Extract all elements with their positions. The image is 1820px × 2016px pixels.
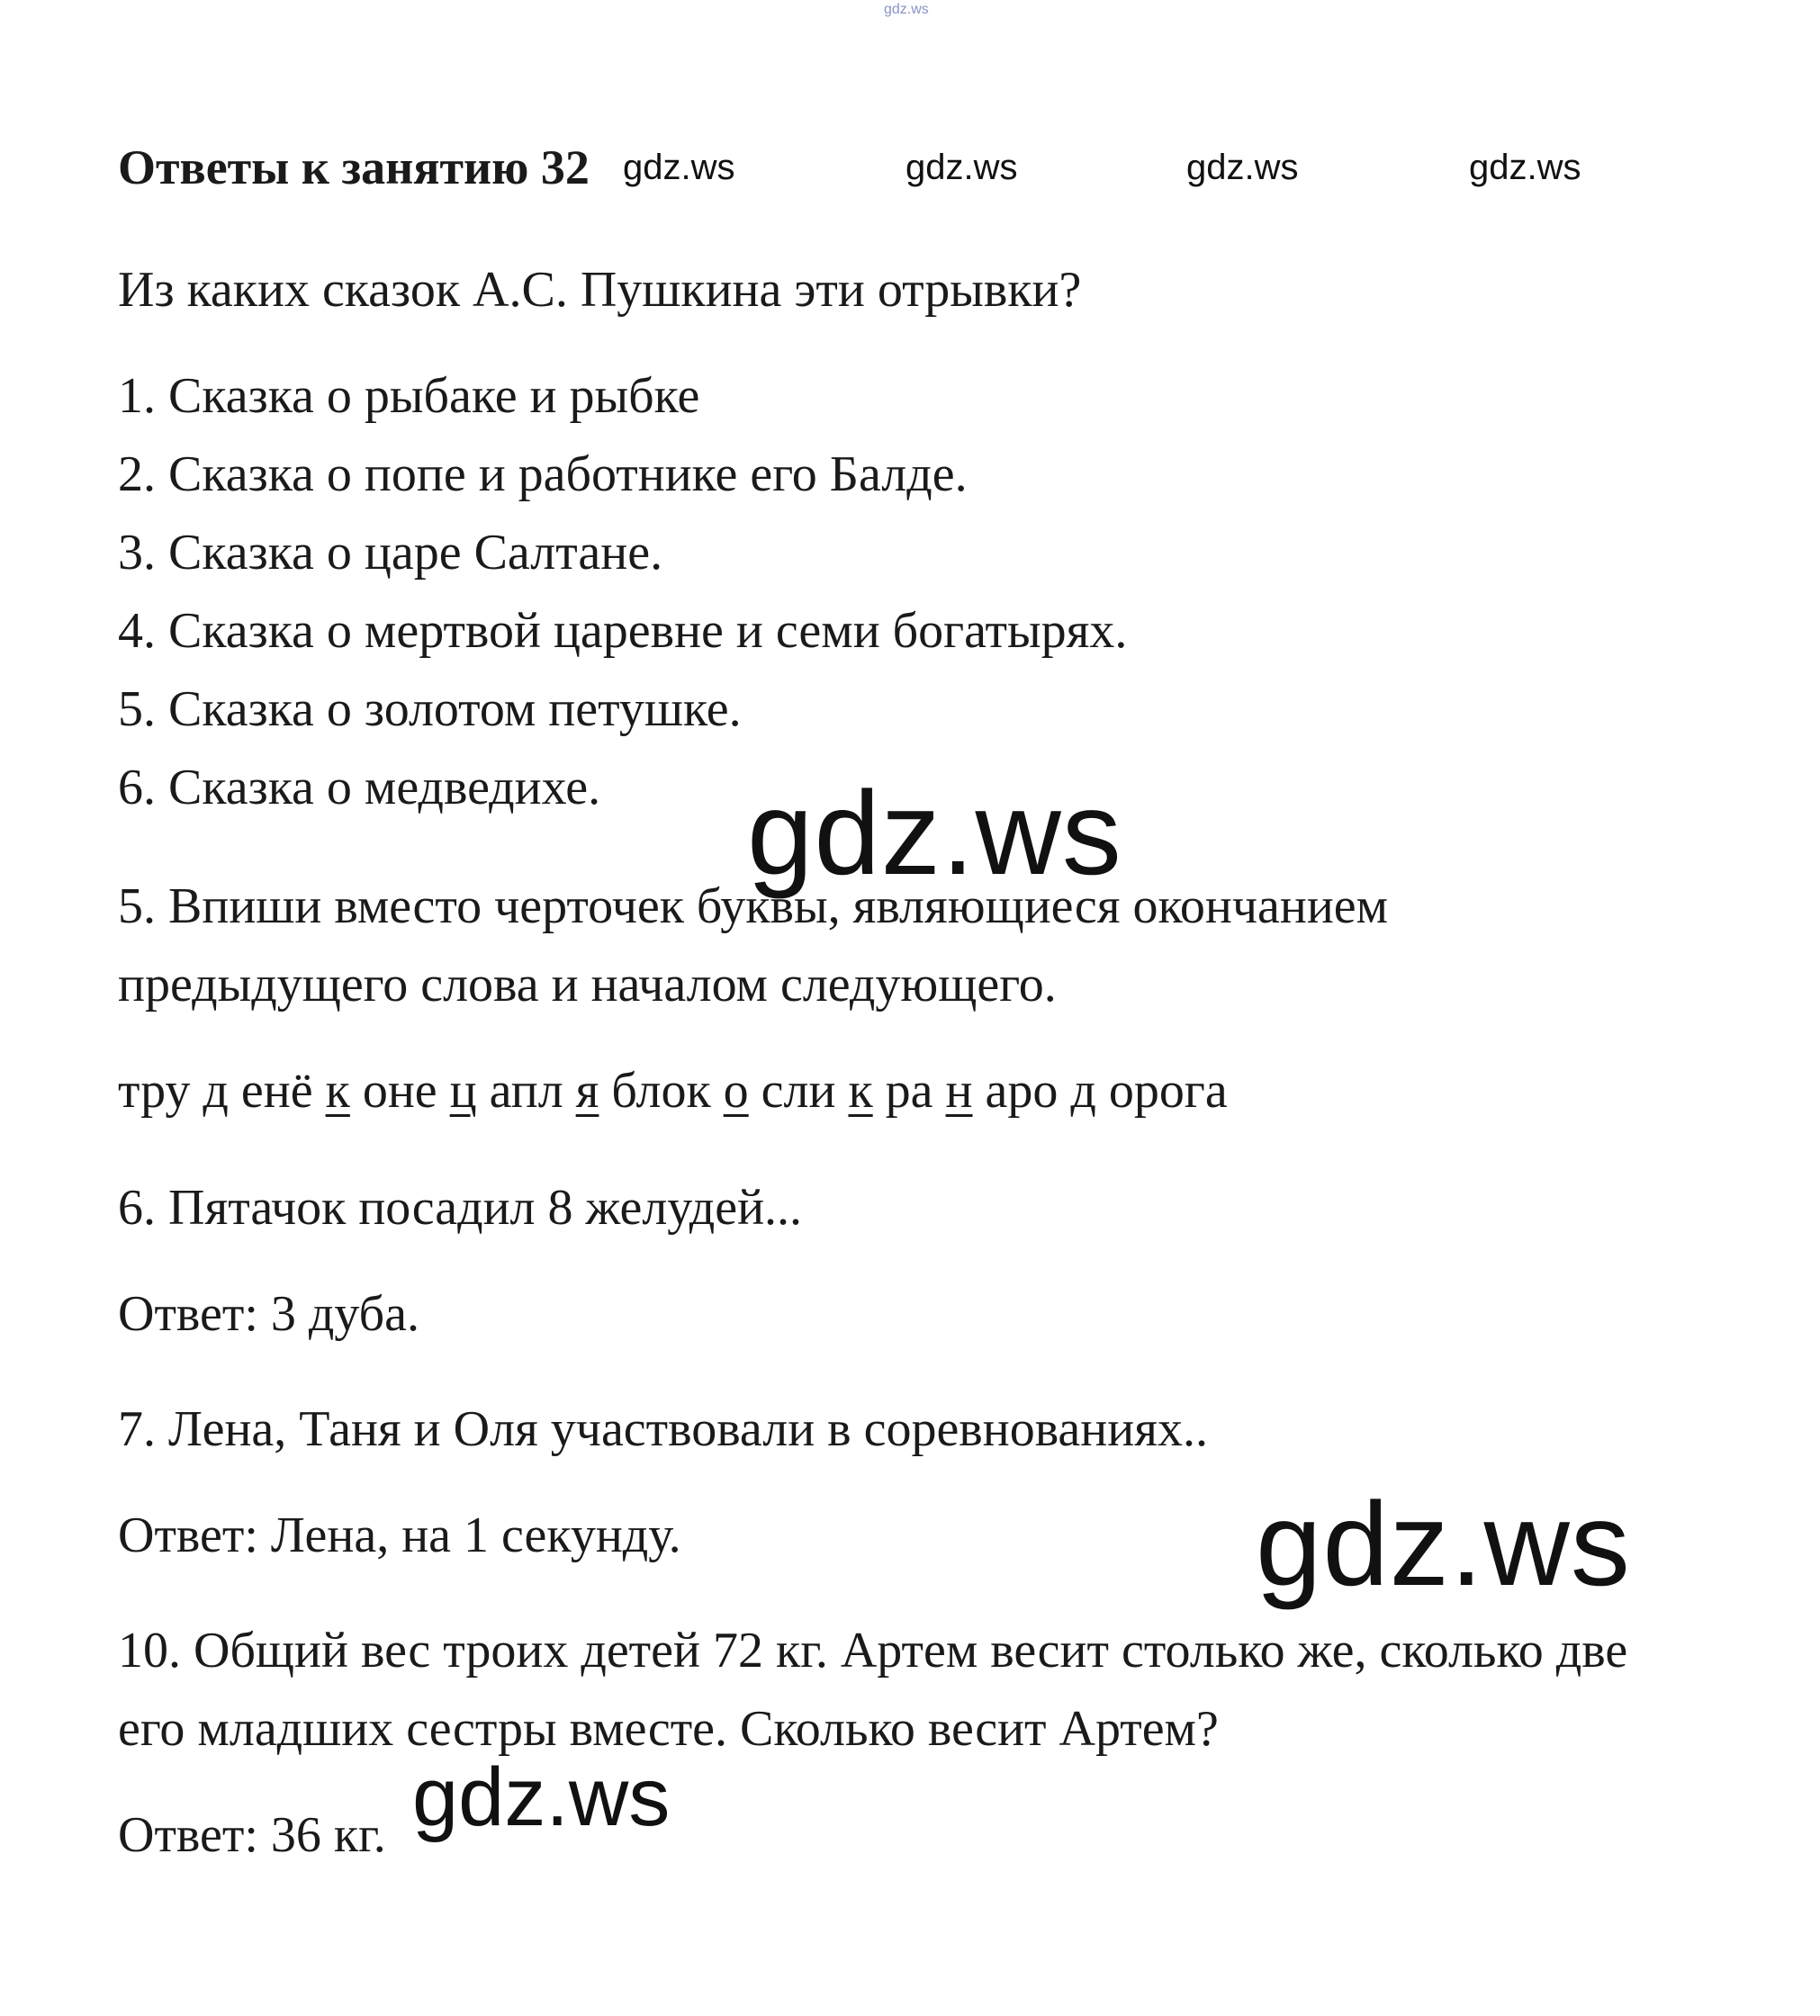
- task7-question: 7. Лена, Таня и Оля участвовали в соревнованиях..: [118, 1401, 1208, 1457]
- header-watermark: gdz.ws: [623, 148, 735, 187]
- chain-part: аро: [985, 1063, 1059, 1119]
- chain-blank: д: [1070, 1063, 1096, 1119]
- watermark-large: gdz.ws: [412, 1751, 671, 1843]
- question-intro: Из каких сказок А.С. Пушкина эти отрывки?: [118, 262, 1082, 318]
- chain-blank: к: [325, 1063, 350, 1119]
- chain-blank: к: [848, 1063, 873, 1119]
- header-watermark: gdz.ws: [1186, 148, 1299, 187]
- chain-part: оне: [362, 1063, 437, 1119]
- list-item: 4. Сказка о мертвой царевне и семи богатырях.: [118, 603, 1128, 659]
- task5-text: предыдущего слова и началом следующего.: [118, 957, 1057, 1012]
- task10-text: 10. Общий вес троих детей 72 кг. Артем весит столько же, сколько две: [118, 1623, 1628, 1678]
- list-item: 6. Сказка о медведихе.: [118, 760, 601, 815]
- top-watermark: gdz.ws: [884, 2, 929, 17]
- chain-part: блок: [611, 1063, 711, 1119]
- chain-part: орога: [1108, 1063, 1228, 1119]
- chain-blank: ц: [449, 1063, 477, 1119]
- list-item: 5. Сказка о золотом петушке.: [118, 681, 742, 737]
- task6-answer: Ответ: 3 дуба.: [118, 1286, 420, 1342]
- chain-part: апл: [489, 1063, 563, 1119]
- chain-blank: я: [575, 1063, 599, 1119]
- header-watermark: gdz.ws: [905, 148, 1018, 187]
- task7-answer: Ответ: Лена, на 1 секунду.: [118, 1508, 681, 1563]
- chain-part: ра: [885, 1063, 933, 1119]
- task10-answer: Ответ: 36 кг.: [118, 1807, 386, 1863]
- list-item: 3. Сказка о царе Салтане.: [118, 525, 663, 580]
- page-title: Ответы к занятию 32: [118, 140, 590, 194]
- word-chain: [118, 1062, 1228, 1120]
- task5-text: 5. Впиши вместо черточек буквы, являющиеся окончанием: [118, 878, 1389, 934]
- task10-text: его младших сестры вместе. Сколько весит Артем?: [118, 1701, 1219, 1757]
- chain-part: енё: [240, 1063, 313, 1119]
- list-item: 2. Сказка о попе и работнике его Балде.: [118, 446, 968, 502]
- chain-part: тру: [118, 1063, 191, 1119]
- chain-part: сли: [761, 1063, 836, 1119]
- header-watermark: gdz.ws: [1469, 148, 1581, 187]
- chain-blank: д: [203, 1063, 229, 1119]
- chain-blank: н: [945, 1063, 973, 1119]
- chain-blank: о: [723, 1063, 749, 1119]
- list-item: 1. Сказка о рыбаке и рыбке: [118, 368, 700, 424]
- task6-question: 6. Пятачок посадил 8 желудей...: [118, 1180, 803, 1236]
- watermark-large: gdz.ws: [747, 767, 1122, 899]
- watermark-large: gdz.ws: [1256, 1478, 1631, 1610]
